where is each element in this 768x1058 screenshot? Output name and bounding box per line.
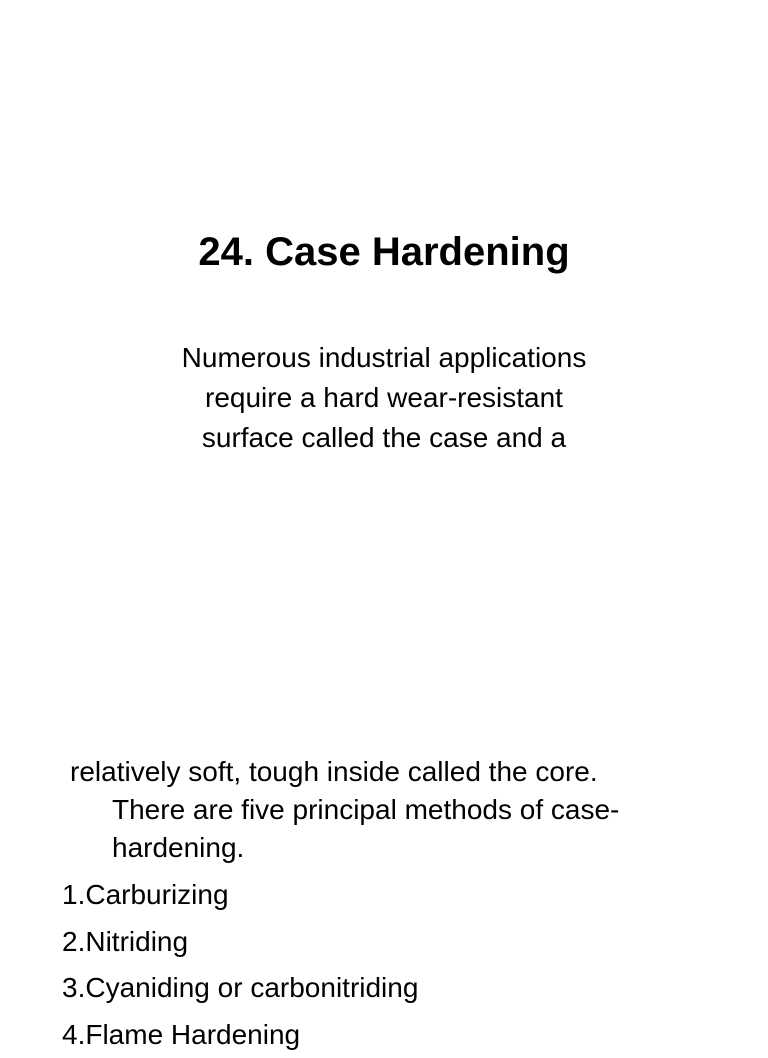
list-item-flame-hardening: 4.Flame Hardening: [62, 1012, 418, 1058]
body-first-line: relatively soft, tough inside called the core.: [70, 756, 598, 787]
intro-line: Numerous industrial applications: [0, 338, 768, 378]
intro-paragraph: [0, 338, 768, 458]
body-continuation-line: There are five principal methods of case-: [70, 791, 720, 829]
list-item-carburizing: 1.Carburizing: [62, 872, 418, 919]
list-item-nitriding: 2.Nitriding: [62, 919, 418, 966]
intro-line: require a hard wear-resistant: [0, 378, 768, 418]
body-paragraph: [70, 753, 720, 867]
methods-list: [62, 872, 418, 1058]
list-item-cyaniding: 3.Cyaniding or carbonitriding: [62, 965, 418, 1012]
page-title: 24. Case Hardening: [0, 226, 768, 278]
intro-line: surface called the case and a: [0, 418, 768, 458]
body-continuation-line: hardening.: [70, 829, 720, 867]
